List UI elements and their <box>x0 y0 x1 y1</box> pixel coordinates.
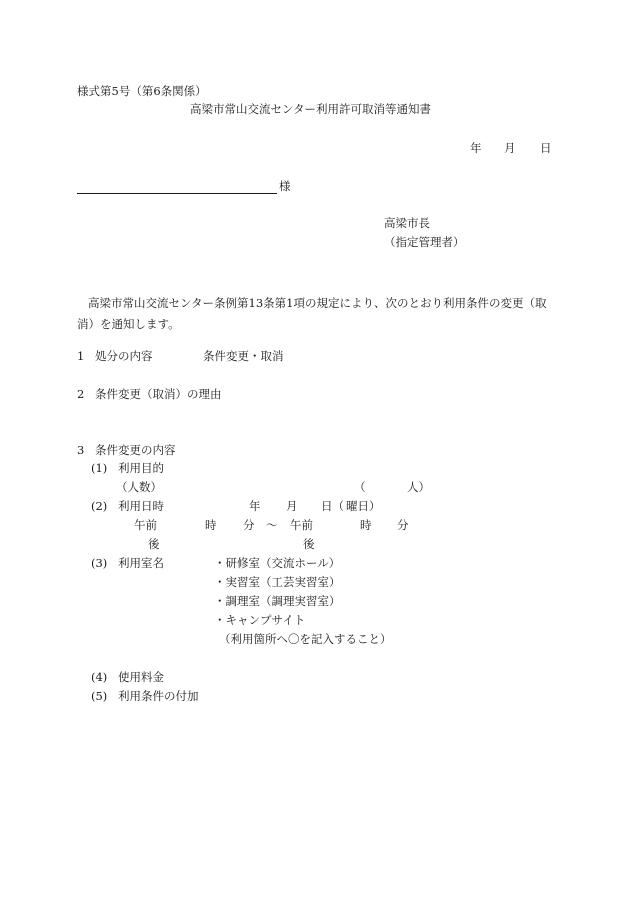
section1-value: 条件変更・取消 <box>203 349 284 363</box>
item2-start-hour: 時 <box>205 518 217 532</box>
addressee-underline <box>77 193 277 194</box>
date-year-label: 年 <box>470 141 482 155</box>
sender-mayor: 高梁市長 <box>384 216 430 230</box>
item2-start-am: 午前 <box>134 518 157 532</box>
item2-month: 月 <box>286 499 298 513</box>
item1-headcount-open: （ <box>354 480 366 494</box>
room-option: ・実習室（工芸実習室） <box>214 575 341 589</box>
item4-number: (4) <box>91 670 108 684</box>
item2-weekday: 曜日） <box>346 499 381 513</box>
room-option: ・キャンプサイト <box>214 613 306 627</box>
date-day-label: 日 <box>540 141 552 155</box>
document-title: 高梁市常山交流センター利用許可取消等通知書 <box>190 102 432 116</box>
section2-label: 条件変更（取消）の理由 <box>95 387 222 401</box>
sender-designated-manager: （指定管理者） <box>384 235 465 249</box>
body-paragraph: 高梁市常山交流センター条例第13条第1項の規定により、次のとおり利用条件の変更（取消）を通知します。 <box>77 296 547 331</box>
item2-tilde: ～ <box>266 518 278 532</box>
item2-start-minute: 分 <box>243 518 255 532</box>
item4-label: 使用料金 <box>118 670 164 684</box>
item1-headcount-close: 人） <box>407 480 430 494</box>
item2-day: 日（ <box>321 499 344 513</box>
section2-number: 2 <box>77 387 85 401</box>
room-option: ・研修室（交流ホール） <box>214 556 341 570</box>
item1-number: (1) <box>91 461 108 475</box>
item5-number: (5) <box>91 689 108 703</box>
section1-label: 処分の内容 <box>95 349 153 363</box>
item2-year: 年 <box>249 499 261 513</box>
item2-number: (2) <box>91 499 108 513</box>
item2-start-pm: 後 <box>148 537 160 551</box>
item2-end-pm: 後 <box>303 537 315 551</box>
addressee-suffix: 様 <box>279 179 291 193</box>
section3-number: 3 <box>77 443 85 457</box>
item2-end-minute: 分 <box>397 518 409 532</box>
item3-label: 利用室名 <box>118 556 164 570</box>
room-note: （利用箇所へ〇を記入すること） <box>219 632 392 646</box>
section3-label: 条件変更の内容 <box>95 443 176 457</box>
form-number: 様式第5号（第6条関係） <box>77 84 207 98</box>
item2-end-am: 午前 <box>290 518 313 532</box>
room-option: ・調理室（調理実習室） <box>214 594 341 608</box>
item3-number: (3) <box>91 556 108 570</box>
item1-label: 利用目的 <box>118 461 164 475</box>
date-month-label: 月 <box>504 141 516 155</box>
item5-label: 利用条件の付加 <box>118 689 199 703</box>
item1-headcount-label: （人数） <box>116 480 162 494</box>
item2-end-hour: 時 <box>360 518 372 532</box>
section1-number: 1 <box>77 349 85 363</box>
item2-label: 利用日時 <box>118 499 164 513</box>
